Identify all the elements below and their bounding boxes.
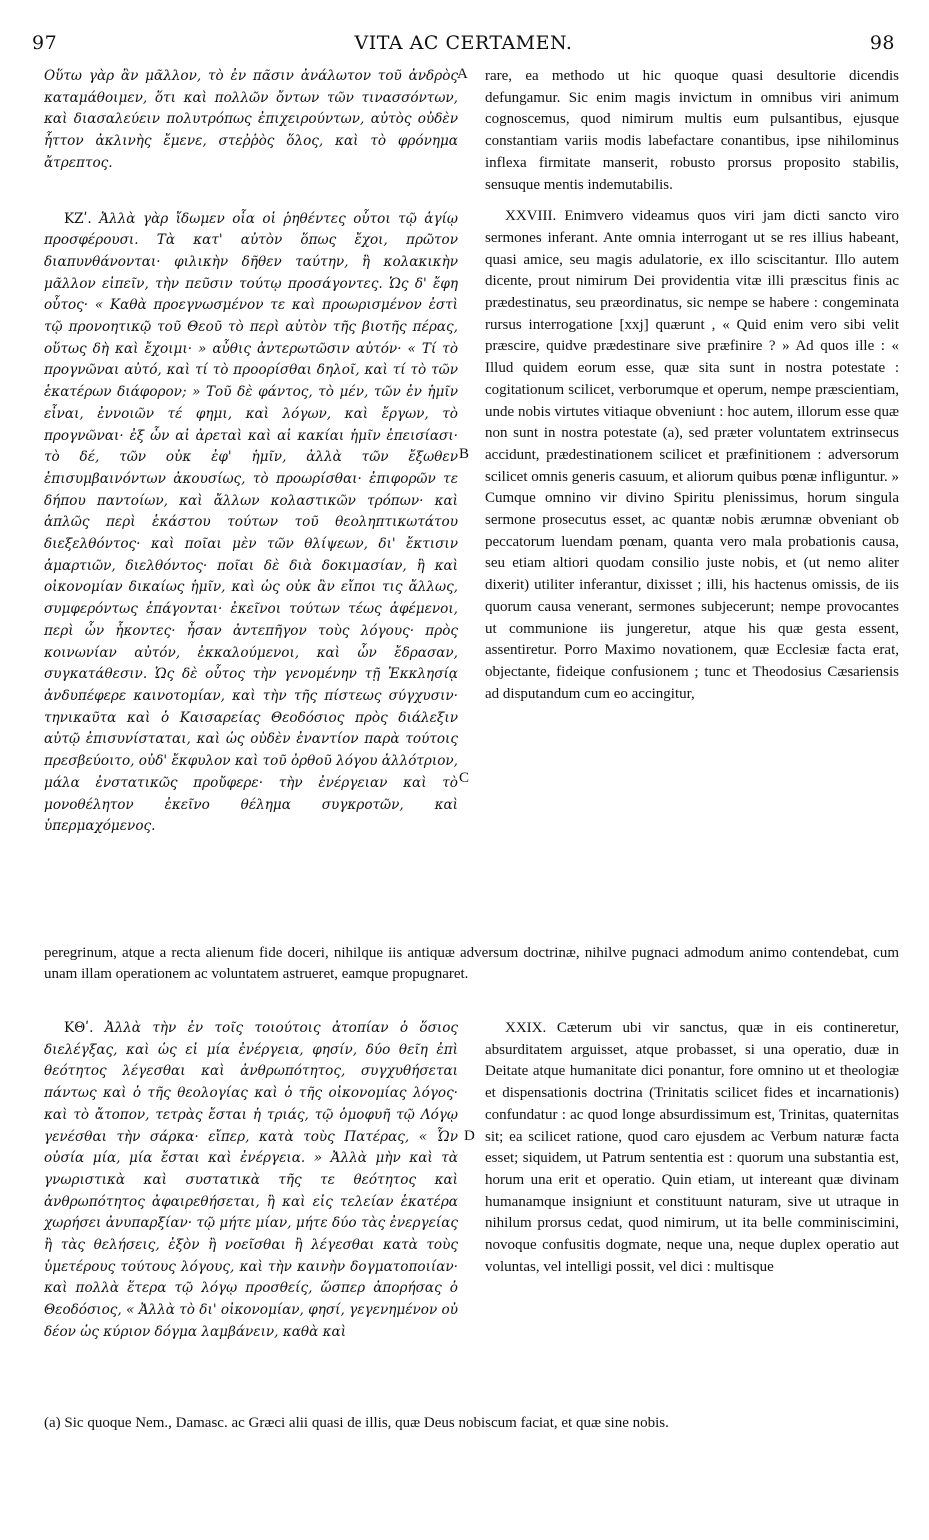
running-title: VITA AC CERTAMEN. (354, 32, 573, 54)
latin-paragraph-2: Enimvero videamus quos viri jam dicti sancto viro sermones inferant. Ante omnia interrogant ut se res illius habeant, quasi amice, seu magis adulatorie, ex illo sciscitantur. Illo autem dicente, prout nimirum Dei providentia vitæ illi præscitus finis ac prædestinatus, seu præordinatus, sic nempe se habere : congeminata rursus interrogatione [xxj] quærunt , « Quid enim vero sibi velit præscire, quidve prædestinare sive præfinire ? » Ad quos ille : « Illud quidem eorum esse, quæ sita sunt in nostra potestate : cogitationum scilicet, verborumque et operum, nempe præscientiam, unde nobis virtutes vitiaque obveniunt : hoc autem, illorum esse quæ non sunt in nostra potestate (a), sed præter voluntatem extrinsecus accidunt, prædestinationem scilicet et præfinitionem : adversorum scilicet omnis generis casuum, et aliorum quibus pœnæ infliguntur. » Cumque omnino vir divino Spiritu plenissimus, horum singula sermone prosecutus esset, ac quantæ nobis ærumnæ obveniant ob peccatorum luendam pœnam, quanta vero mala probationis causa, seu etiam altiori quodam consilio juste nobis, et (ut nemo aliter dixerit) utiliter inferantur, dixisset ; illi, his hactenus omissis, de iis quorum causa venerant, sermones subjecerunt; nempe provocantes ut communione iis jungeretur, atque his quæ gesta essent, assentiretur. Porro Maximo novationem, quæ Ecclesiæ facta erat, objectante, fideique confusionem ; tunc et Theodosius Cæsariensis ad disputandum cum eo accingitur, (485, 208, 899, 702)
latin-paragraph-3: Cæterum ubi vir sanctus, quæ in eis contineretur, absurditatem arguisset, atque probasset, si una operatio, duæ in Deitate atque humanitate dici ponantur, fore omnino ut et theologiæ et dispensationis doctrina (Trinitatis scilicet fides et incarnationis) confundatur : ac quod longe absurdissimum est, Trinitas, quaternitas sit; ea scilicet ratione, quod caro ejusdem ac Verbum naturæ facta esset; siquidem, ut Patrum sententia est : quorum una substantia est, horum una erit et operatio. Quin etiam, ut intereant quæ divinam humanamque insigniunt et constituunt naturam, sive ut utraque in nihilum prorsus cedat, quod nimirum, ut ita belle comminiscimini, novoque confusitis dogmate, neque una, neque duplex operatio aut voluntas, vel intelligi possit, vel dici : multisque (485, 1020, 900, 1275)
margin-marker-d: D (464, 1128, 475, 1144)
latin-full-width-paragraph: peregrinum, atque a recta alienum fide doceri, nihilque iis antiquæ adversum doctrinæ, nihilve pugnaci admodum animo contendebat, cum unam illam operationem ac voluntatem astrueret, eamque propugnaret. (44, 945, 899, 982)
page-number-right: 98 (869, 32, 895, 54)
margin-marker-b: B (459, 446, 470, 462)
latin-column-top (485, 66, 899, 705)
greek-section-27 (44, 209, 458, 838)
latin-section-29 (485, 1018, 899, 1278)
page-number-left: 97 (32, 32, 58, 54)
greek-column-top (44, 66, 458, 838)
greek-paragraph-2: Ἀλλὰ γὰρ ἴδωμεν οἷα οἱ ῥηθέντες οὗτοι τῷ ἁγίῳ προσφέρουσι. Τὰ κατ' αὐτὸν ὅπως ἔχοι, πρῶτον διαπυνθάνονται· φιλικὴν δῆθεν ταύτην, ἢ κολακικὴν μᾶλλον εἰπεῖν, τὴν πεῦσιν τούτῳ προσάγοντες. Ὡς δ' ἔφη οὗτος· « Καθὰ προεγνωσμένον τε καὶ προωρισμένον ἐστὶ τῷ προνοητικῷ τοῦ Θεοῦ τὸ περὶ αὐτὸν τῆς βιοτῆς πέρας, οὕτως δὴ καὶ ἔχοιμι· » αὖθις ἀντερωτῶσιν αὐτόν· « Τί τὸ προγνῶναι αὐτό, καὶ τί τὸ προορίσθαι δηλοῖ, καὶ τί τὸ τῶν ἑκατέρων διάφορον; » Τοῦ δὲ φάντος, τὸ μέν, τῶν ἐν ἡμῖν εἶναι, ἐννοιῶν τέ φημι, καὶ λόγων, καὶ ἔργων, τὸ προγνῶναι· ἐξ ὧν αἱ ἀρεταὶ καὶ αἱ κακίαι ἡμῖν ἐπεισίασι· τὸ δέ, τῶν οὐκ ἐφ' ἡμῖν, ἀλλὰ τῶν ἔξωθεν ἐπισυμβαινόντων ἀκουσίως, τὸ προωρίσθαι· ἐπιφορῶν τε δήπου παντοίων, καὶ ἄλλων κολαστικῶν τρόπων· καὶ ἁπλῶς περὶ ἑκάστου τούτων τοῦ θεοληπτικωτάτου διεξελθόντος· καὶ ποῖαι μὲν τῶν θλίψεων, δι' ἔκτισιν ἁμαρτιῶν, διελθόντος· ποῖαι δὲ διὰ δοκιμασίαν, ἢ καὶ οἰκονομίαν δικαίως ἡμῖν, καὶ ὡς οὐκ ἂν εἴποι τις ἄλλως, συμφερόντως ἐπάγονται· ἐκεῖνοι τούτων τέως ἀφέμενοι, περὶ ὧν ἧκοντες· ἦσαν ἀντεπῆγον τοὺς λόγους· πρὸς κοινωνίαν αὐτόν, ἐκκαλούμενοι, καὶ ὧν ἔδρασαν, συγκατάθεσιν. Ὡς δὲ οὗτος τὴν γενομένην τῇ Ἐκκλησίᾳ ἀνδυπέφερε καινοτομίαν, καὶ τὴν τῆς πίστεως σύγχυσιν· τηνικαῦτα καὶ ὁ Καισαρείας Θεοδόσιος πρὸς διάλεξιν αὐτῷ ἐπισυνίσταται, καὶ ὡς οὐδὲν ἐναντίον παρὰ τούτοις πρεσβεύοιτο, οὐδ' ἔκφυλον καὶ τοῦ ὀρθοῦ λόγου ἀλλότριον, μάλα ἐνστατικῶς προὔφερε· τὴν ἐνέργειαν καὶ τὸ μονοθέλητον ἐκεῖνο θέλημα συγκροτῶν, καὶ ὑπερμαχόμενος. (44, 210, 458, 835)
latin-column-bottom (485, 1018, 899, 1278)
section-number: XXIX. (505, 1020, 547, 1036)
margin-marker-a: A (457, 66, 468, 82)
section-number: ΚΘʹ. (64, 1020, 94, 1036)
greek-column-bottom (44, 1018, 458, 1344)
latin-section-28 (485, 206, 899, 705)
section-number: XXVIII. (505, 208, 557, 225)
margin-marker-c: C (459, 770, 470, 786)
footnote: (a) Sic quoque Nem., Damasc. ac Græci alii quasi de illis, quæ Deus nobiscum faciat, et quæ sine nobis. (44, 1415, 669, 1431)
section-number: ΚΖʹ. (64, 210, 92, 227)
running-header (32, 32, 895, 58)
latin-paragraph-1: rare, ea methodo ut hic quoque quasi desultorie dicendis defungamur. Sic enim magis invictum in omnibus viri animum cognoscemus, quod nimirum multis eum pulsantibus, ejusque constantiam variis modis labefactare conantibus, ipse nihilominus inflexa firmitate manserit, robusto prorsus proposito stabilis, sensuque mentis indemutabilis. (485, 68, 899, 193)
greek-paragraph-1: Οὕτω γὰρ ἂν μᾶλλον, τὸ ἐν πᾶσιν ἀνάλωτον τοῦ ἀνδρὸς καταμάθοιμεν, ὅτι καὶ πολλῶν ὄντων τῶν τινασσόντων, καὶ διασαλεύειν πολυτρόπως ἐπιχειρούντων, αὐτὸς οὐδὲν ἧττον ἀκλινὴς ἔμενε, στεῤῥὸς ὅλος, καὶ τὸ φρόνημα ἄτρεπτος. (44, 68, 458, 171)
greek-paragraph-3: Ἀλλὰ τὴν ἐν τοῖς τοιούτοις ἀτοπίαν ὁ ὅσιος διελέγξας, καὶ ὡς εἰ μία ἐνέργεια, φησίν, δύο θεῖη ἐπὶ θεότητος λέγεσθαι καὶ ἀνθρωπότητος, συγχυθήσεται πάντως καὶ ὁ τῆς θεολογίας καὶ ὁ τῆς οἰκονομίας λόγος· καὶ τὸ ἄτοπον, τετρὰς ἔσται ἡ τριάς, τῷ ὁμοφυῆ τῷ Λόγῳ γενέσθαι τὴν σάρκα· εἴπερ, κατὰ τοὺς Πατέρας, « Ὧν οὐσία μία, μία ἔσται καὶ ἐνέργεια. » Ἀλλὰ μὴν καὶ τὰ γνωριστικὰ καὶ συστατικὰ τῆς τε θεότητος καὶ ἀνθρωπότητος ἀφαιρεθήσεται, ἢ καὶ εἰς τελείαν ἑκατέρα χωρήσει ἀνυπαρξίαν· τῷ μήτε μίαν, μήτε δύο τὰς ἐνεργείας ἢ τὰς θελήσεις, ἐξὸν ἢ νοεῖσθαι ἢ λέγεσθαι κατὰ τοὺς ὑμετέρους τούτους λόγους, καὶ τὴν καινὴν δογματοποιίαν· καὶ πολλὰ ἕτερα τῷ λόγῳ προσθείς, ὥσπερ ἀπορήσας ὁ Θεοδόσιος, « Ἀλλὰ τὸ δι' οἰκονομίαν, φησί, γεγενημένον οὐ δέον ὡς κύριον δόγμα λαμβάνειν, καθὰ καὶ (44, 1020, 458, 1340)
greek-section-29 (44, 1018, 458, 1344)
